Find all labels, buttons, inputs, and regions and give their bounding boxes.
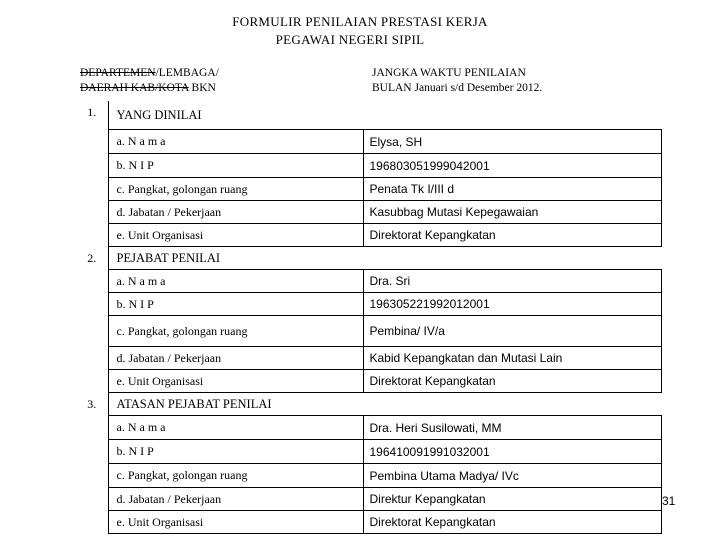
field-value: Dra. Heri Susilowati, MM (363, 416, 661, 440)
field-value: Direktur Kepangkatan (363, 488, 661, 511)
field-value: Direktorat Kepangkatan (363, 511, 661, 534)
header-period (372, 66, 542, 96)
field-label: a. N a m a (108, 416, 363, 440)
assessment-table (76, 101, 662, 534)
form-row (76, 154, 661, 178)
header-institution (80, 66, 219, 96)
field-label: e. Unit Organisasi (108, 370, 363, 393)
field-label: e. Unit Organisasi (108, 511, 363, 534)
section-header-row (76, 101, 661, 130)
field-label: c. Pangkat, golongan ruang (108, 464, 363, 488)
header-institution-line2 (80, 81, 219, 96)
field-label: a. N a m a (108, 270, 363, 293)
field-label: b. N I P (108, 293, 363, 316)
field-label: d. Jabatan / Pekerjaan (108, 347, 363, 370)
institution-rest-2: BKN (188, 82, 216, 94)
form-title-line1: FORMULIR PENILAIAN PRESTASI KERJA (232, 14, 488, 29)
form-row (76, 464, 661, 488)
field-value: 196803051999042001 (363, 154, 661, 178)
header-institution-line1 (80, 66, 219, 81)
period-value: BULAN Januari s/d Desember 2012. (372, 82, 543, 94)
field-label: e. Unit Organisasi (108, 224, 363, 247)
field-label: a. N a m a (108, 130, 363, 154)
struck-region: DAERAH KAB/KOTA (80, 82, 189, 94)
field-value: Pembina Utama Madya/ IVc (363, 464, 661, 488)
field-label: b. N I P (108, 440, 363, 464)
field-value: Elysa, SH (363, 130, 661, 154)
field-label: d. Jabatan / Pekerjaan (108, 201, 363, 224)
field-label: c. Pangkat, golongan ruang (108, 316, 363, 347)
form-row (76, 270, 661, 293)
form-row (76, 201, 661, 224)
section-number: 3. (76, 393, 108, 534)
section-title: PEJABAT PENILAI (108, 247, 661, 270)
section-title: ATASAN PEJABAT PENILAI (108, 393, 661, 416)
section-title: YANG DINILAI (108, 101, 661, 130)
field-label: d. Jabatan / Pekerjaan (108, 488, 363, 511)
assessment-table-body (76, 101, 661, 534)
form-row (76, 316, 661, 347)
field-value: Kabid Kepangkatan dan Mutasi Lain (363, 347, 661, 370)
form-row (76, 440, 661, 464)
section-number: 2. (76, 247, 108, 393)
form-row (76, 416, 661, 440)
form-title-line2: PEGAWAI NEGERI SIPIL (275, 32, 425, 47)
form-row (76, 347, 661, 370)
field-value: Direktorat Kepangkatan (363, 370, 661, 393)
page-number: 31 (662, 494, 676, 508)
field-value: Dra. Sri (363, 270, 661, 293)
field-value: 196305221992012001 (363, 293, 661, 316)
field-value: 196410091991032001 (363, 440, 661, 464)
form-row (76, 178, 661, 201)
struck-department: DEPARTEMEN (80, 67, 156, 79)
form-row (76, 224, 661, 247)
institution-rest-1: /LEMBAGA/ (155, 67, 219, 79)
field-label: c. Pangkat, golongan ruang (108, 178, 363, 201)
section-number: 1. (76, 101, 108, 247)
section-header-row (76, 393, 661, 416)
form-row (76, 293, 661, 316)
field-value: Penata Tk I/III d (363, 178, 661, 201)
field-label: b. N I P (108, 154, 363, 178)
form-row (76, 511, 661, 534)
period-label: JANGKA WAKTU PENILAIAN (372, 67, 526, 79)
form-row (76, 488, 661, 511)
section-header-row (76, 247, 661, 270)
field-value: Pembina/ IV/a (363, 316, 661, 347)
form-row (76, 370, 661, 393)
field-value: Direktorat Kepangkatan (363, 224, 661, 247)
field-value: Kasubbag Mutasi Kepegawaian (363, 201, 661, 224)
form-row (76, 130, 661, 154)
